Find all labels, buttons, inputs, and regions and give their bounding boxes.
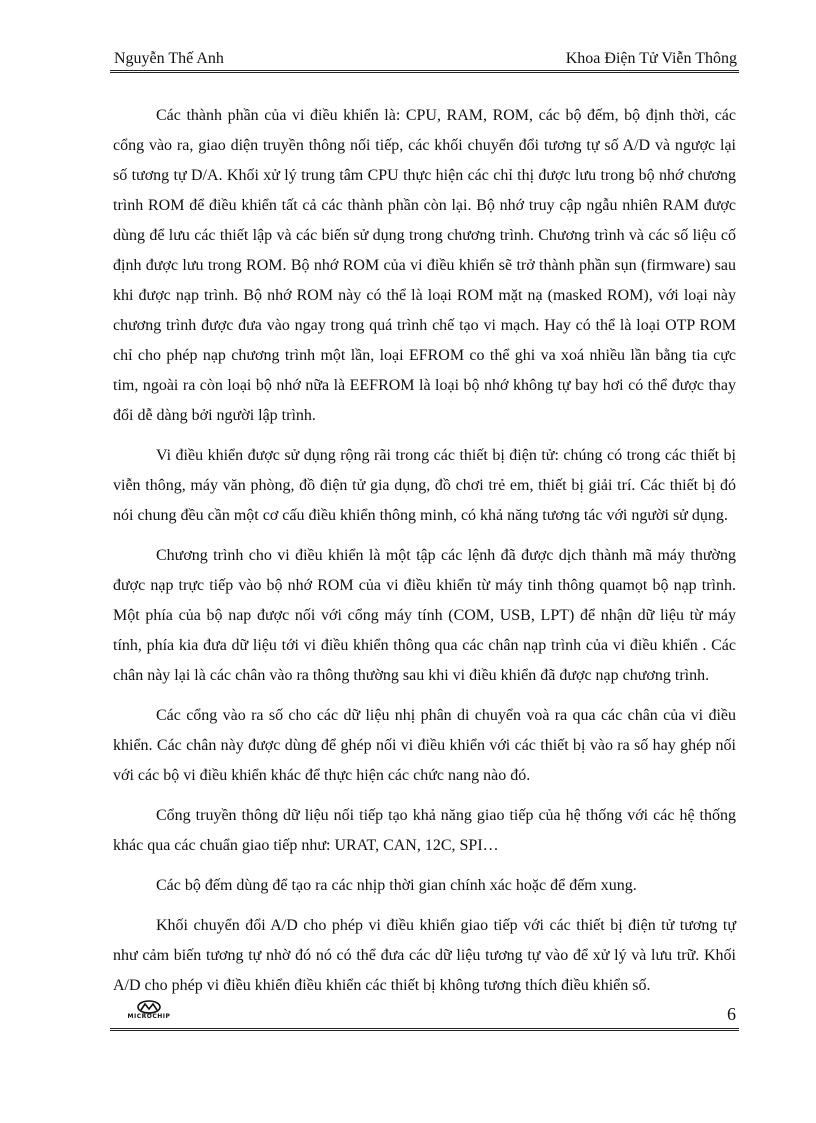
header-author: Nguyễn Thế Anh — [114, 50, 224, 67]
page-number: 6 — [727, 1004, 736, 1024]
paragraph: Các bộ đếm dùng để tạo ra các nhịp thời gian chính xác hoặc để đếm xung. — [156, 877, 637, 894]
paragraph: Cổng truyền thông dữ liệu nối tiếp tạo khả năng giao tiếp của hệ thống với các hệ thống khác qua các chuẩn giao tiếp như: URAT, CAN, 12C, SPI… — [113, 807, 736, 854]
paragraph: Vi điều khiển được sử dụng rộng rãi trong các thiết bị điện tử: chúng có trong các thiết bị viễn thông, máy văn phòng, đồ điện tử gia dụng, đồ chơi trẻ em, thiết bị giải trí. Các thiết bị đó nói chung đều cần một cơ cấu điều khiển thông minh, có khả năng tương tác với người sử dụng. — [113, 447, 736, 524]
paragraph: Khối chuyển đổi A/D cho phép vi điều khiển giao tiếp với các thiết bị điện tử tương tự như cảm biến tương tự nhờ đó nó có thể đưa các dữ liệu tương tự vào để xử lý và lưu trữ. Khối A/D cho phép vi điều khiển điều khiển các thiết bị không tương thích điều khiển số. — [113, 917, 736, 994]
paragraph: Chương trình cho vi điều khiển là một tập các lệnh đã được dịch thành mã máy thường được nạp trực tiếp vào bộ nhớ ROM của vi điều khiển từ máy tinh thông quamọt bộ nạp trình. Một phía của bộ nap được nối với cổng máy tính (COM, USB, LPT) để nhận dữ liệu từ máy tính, phía kia đưa dữ liệu tới vi điều khiển thông qua các chân nạp trình của vi điều khiển . Các chân này lại là các chân vào ra thông thường sau khi vi điều khiển đã được nạp chương trình. — [113, 547, 736, 684]
page-header — [110, 44, 739, 73]
microchip-logo — [114, 998, 184, 1026]
body-text — [113, 101, 736, 1011]
logo-text: MICROCHIP — [127, 1013, 171, 1020]
paragraph: Các thành phần của vi điều khiển là: CPU, RAM, ROM, các bộ đếm, bộ định thời, các cổng vào ra, giao diện truyền thông nối tiếp, các khối chuyển đổi tương tự số A/D và ngược lại số tương tự D/A. Khối xử lý trung tâm CPU thực hiện các chỉ thị được lưu trong bộ nhớ chương trình ROM để điều khiển tất cả các thành phần còn lại. Bộ nhớ truy cập ngẫu nhiên RAM được dùng để lưu các thiết lập và các biến sử dụng trong chương trình. Chương trình và các số liệu cố định được lưu trong ROM. Bộ nhớ ROM của vi điều khiển sẽ trở thành phần sụn (firmware) sau khi được nạp trình. Bộ nhớ ROM này có thể là loại ROM mặt nạ (masked ROM), với loại này chương trình được đưa vào ngay trong quá trình chế tạo vi mạch. Hay có thể là loại OTP ROM chỉ cho phép nạp chương trình một lần, loại EFROM co thể ghi va xoá nhiều lần bằng tia cực tim, ngoài ra còn loại bộ nhớ nữa là EEFROM là loại bộ nhớ không tự bay hơi có thể được thay đổi dễ dàng bởi người lập trình. — [113, 107, 736, 424]
page-footer — [110, 998, 739, 1031]
paragraph: Các cổng vào ra số cho các dữ liệu nhị phân di chuyển voà ra qua các chân của vi điều khiển. Các chân này được dùng để ghép nối vi điều khiển với các thiết bị vào ra số hay ghép nối với các bộ vi điều khiển khác để thực hiện các chức nang nào đó. — [113, 707, 736, 784]
microchip-logo-icon — [136, 1000, 162, 1014]
header-department: Khoa Điện Tử Viễn Thông — [565, 50, 737, 67]
